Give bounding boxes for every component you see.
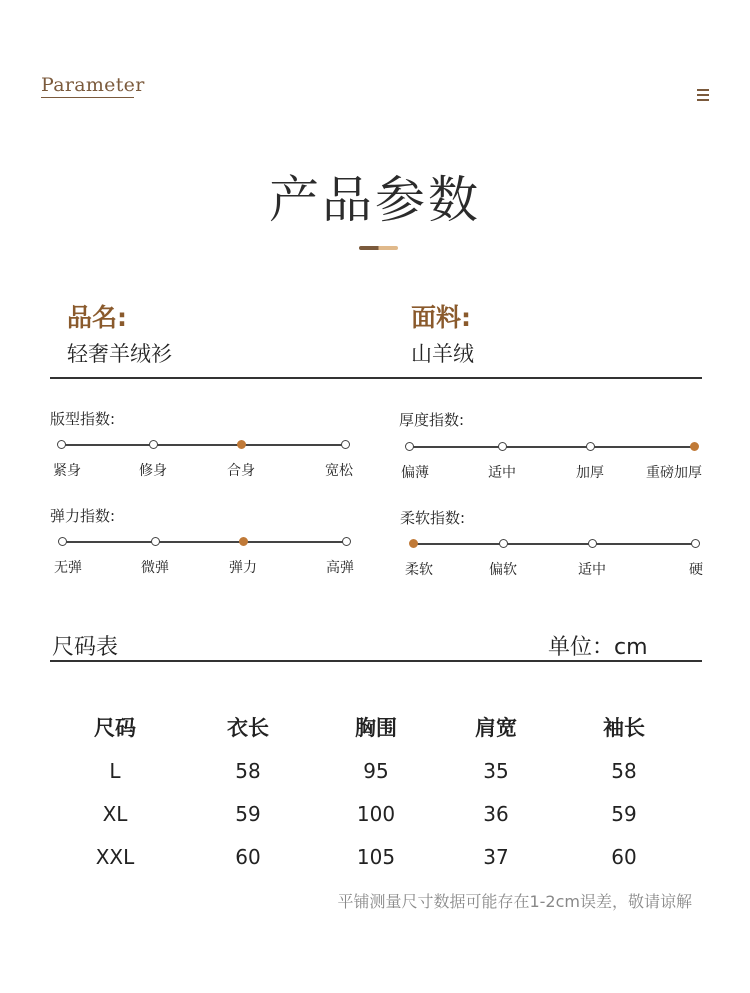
table-cell: 95: [363, 759, 389, 783]
scale-label: 偏软: [489, 562, 517, 578]
scale-dot: [342, 537, 351, 546]
table-cell: 100: [356, 802, 396, 826]
scale-label: 柔软: [405, 562, 433, 578]
scale-label: 重磅加厚: [646, 465, 702, 481]
scale-dot: [498, 442, 507, 451]
scale-dot: [691, 539, 700, 548]
fabric-value: 山羊绒: [411, 342, 474, 366]
table-cell: 59: [611, 802, 637, 826]
table-cell: 58: [611, 759, 637, 783]
scale-line: [61, 444, 345, 446]
size-chart-divider: [50, 660, 702, 662]
scale-dot: [586, 442, 595, 451]
parameter-label: Parameter: [41, 74, 145, 96]
section-divider: [50, 377, 702, 379]
scale-dot-selected: [409, 539, 418, 548]
scale-label: 偏薄: [401, 465, 429, 481]
scale-label: 加厚: [576, 465, 604, 481]
page-title: 产品参数: [269, 171, 481, 229]
scale-label: 硬: [689, 562, 703, 578]
fabric-label: 面料:: [411, 303, 471, 332]
size-chart-unit: 单位：cm: [548, 635, 648, 660]
table-header-cell: 肩宽: [475, 716, 517, 740]
table-cell: 59: [235, 802, 261, 826]
scale-dot: [57, 440, 66, 449]
index-title: 弹力指数:: [50, 507, 116, 525]
scale-label: 修身: [139, 463, 167, 479]
scale-dot: [588, 539, 597, 548]
scale-dot: [405, 442, 414, 451]
scale-label: 无弹: [54, 560, 82, 576]
scale-dot-selected: [239, 537, 248, 546]
scale-label: 紧身: [53, 463, 81, 479]
table-cell: 58: [235, 759, 261, 783]
table-cell: 60: [611, 845, 637, 869]
table-cell: 36: [483, 802, 509, 826]
scale-label: 合身: [227, 463, 255, 479]
parameter-underline: [41, 97, 134, 98]
title-accent-bar: [359, 246, 398, 250]
scale-label: 微弹: [141, 560, 169, 576]
table-header-cell: 衣长: [227, 716, 269, 740]
table-cell: XXL: [95, 845, 135, 869]
scale-dot: [151, 537, 160, 546]
scale-dot: [499, 539, 508, 548]
scale-dot-selected: [237, 440, 246, 449]
menu-icon[interactable]: [697, 89, 709, 101]
table-cell: L: [109, 759, 121, 783]
index-title: 厚度指数:: [399, 411, 465, 429]
table-cell: 35: [483, 759, 509, 783]
measurement-note: 平铺测量尺寸数据可能存在1-2cm误差，敬请谅解: [337, 892, 692, 911]
index-title: 版型指数:: [50, 410, 116, 428]
scale-dot: [341, 440, 350, 449]
scale-line: [413, 543, 695, 545]
size-chart-title: 尺码表: [52, 635, 119, 660]
index-title: 柔软指数:: [400, 509, 466, 527]
scale-line: [62, 541, 346, 543]
table-header-cell: 袖长: [603, 716, 645, 740]
scale-label: 适中: [578, 562, 606, 578]
table-header-cell: 胸围: [355, 716, 397, 740]
scale-label: 适中: [488, 465, 516, 481]
scale-dot: [149, 440, 158, 449]
scale-label: 宽松: [325, 463, 353, 479]
scale-label: 弹力: [229, 560, 257, 576]
product-name-label: 品名:: [67, 303, 127, 332]
product-name-value: 轻奢羊绒衫: [67, 342, 172, 366]
scale-label: 高弹: [326, 560, 354, 576]
table-cell: 60: [235, 845, 261, 869]
table-cell: 37: [483, 845, 509, 869]
scale-dot: [58, 537, 67, 546]
scale-line: [409, 446, 694, 448]
scale-dot-selected: [690, 442, 699, 451]
table-header-cell: 尺码: [94, 716, 136, 740]
table-cell: XL: [102, 802, 128, 826]
table-cell: 105: [356, 845, 396, 869]
